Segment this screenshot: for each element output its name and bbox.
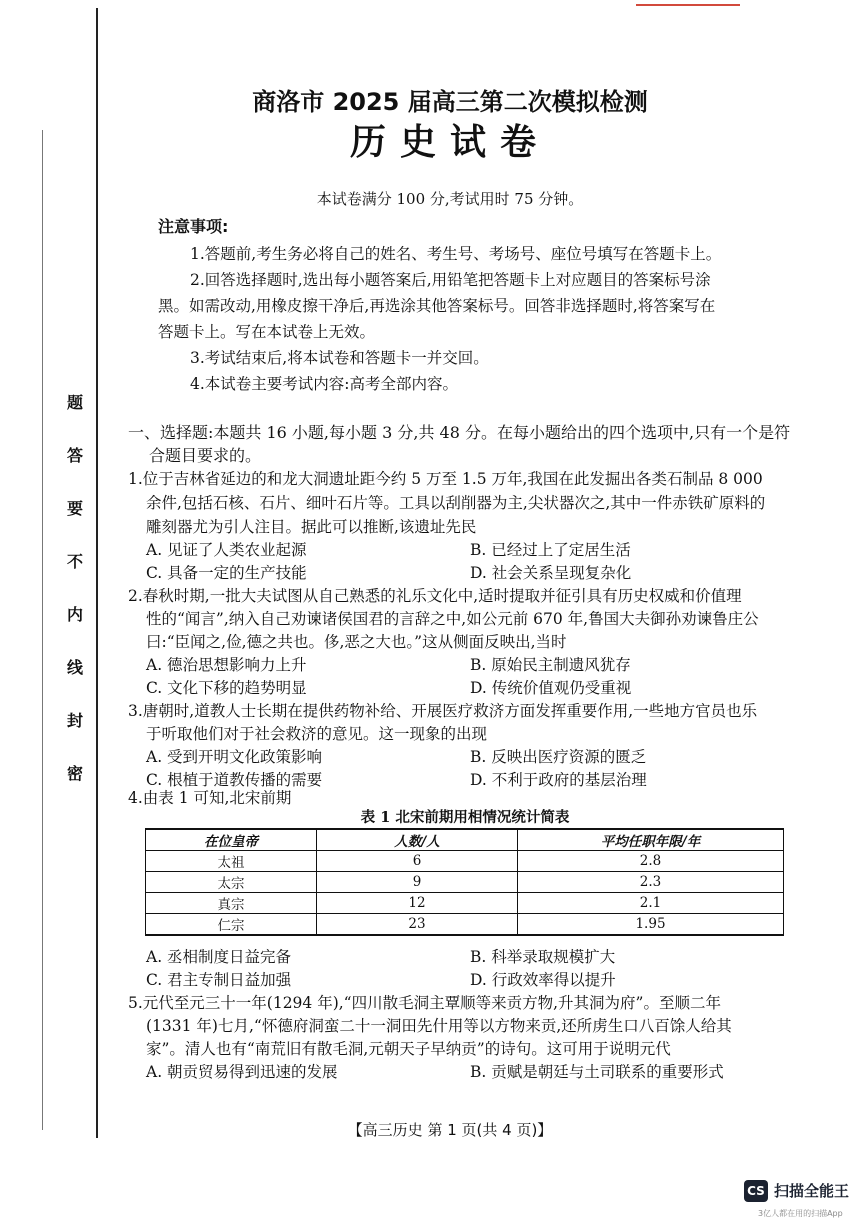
table-header-cell: 人数/人 <box>317 829 518 851</box>
table-header-cell: 在位皇帝 <box>146 829 317 851</box>
camscanner-logo-icon: CS <box>744 1180 768 1202</box>
table-header-row <box>146 829 784 851</box>
section-heading-cont: 合题目要求的。 <box>149 446 262 465</box>
table-cell: 仁宗 <box>146 914 317 936</box>
exam-subject-title: 历史试卷 <box>349 122 550 163</box>
question-3-option-d[interactable]: D. 不利于政府的基层治理 <box>470 771 647 789</box>
question-4-option-c[interactable]: C. 君主专制日益加强 <box>146 971 292 989</box>
question-1-stem: 余件,包括石核、石片、细叶石片等。工具以刮削器为主,尖状器次之,其中一件赤铁矿原料的 <box>146 494 766 512</box>
question-3-option-a[interactable]: A. 受到开明文化政策影响 <box>146 748 323 766</box>
table-cell: 1.95 <box>518 914 784 936</box>
table-cell: 2.3 <box>518 872 784 893</box>
binding-char: 密 <box>66 764 83 783</box>
watermark-tagline: 3亿人都在用的扫描App <box>758 1209 843 1218</box>
table-cell: 6 <box>317 851 518 872</box>
question-5-stem: 家”。清人也有“南荒旧有散毛洞,元朝天子早纳贡”的诗句。这可用于说明元代 <box>146 1040 671 1058</box>
binding-char: 要 <box>66 499 83 518</box>
binding-char: 线 <box>66 658 83 677</box>
section-heading: 一、选择题:本题共 16 小题,每小题 3 分,共 48 分。在每小题给出的四个选项中,只有一个是符 <box>128 423 791 442</box>
question-2-option-a[interactable]: A. 德治思想影响力上升 <box>146 656 307 674</box>
table-cell: 太宗 <box>146 872 317 893</box>
question-1-stem: 雕刻器尤为引人注目。据此可以推断,该遗址先民 <box>146 518 477 536</box>
table-cell: 9 <box>317 872 518 893</box>
table-cell: 2.8 <box>518 851 784 872</box>
prime-minister-stats-table <box>145 828 784 936</box>
binding-warning-text <box>64 395 86 819</box>
table-row <box>146 893 784 914</box>
notice-line: 2.回答选择题时,选出每小题答案后,用铅笔把答题卡上对应题目的答案标号涂 <box>190 271 711 289</box>
binding-char: 封 <box>66 711 83 730</box>
question-4-option-d[interactable]: D. 行政效率得以提升 <box>470 971 616 989</box>
question-3-option-c[interactable]: C. 根植于道教传播的需要 <box>146 771 323 789</box>
question-1-option-c[interactable]: C. 具备一定的生产技能 <box>146 564 307 582</box>
binding-line <box>96 8 98 1138</box>
question-1-stem: 1.位于吉林省延边的和龙大洞遗址距今约 5 万至 1.5 万年,我国在此发掘出各类石制品 8 000 <box>128 470 763 488</box>
table-header-cell: 平均任职年限/年 <box>518 829 784 851</box>
question-1-option-b[interactable]: B. 已经过上了定居生活 <box>470 541 631 559</box>
question-4-option-b[interactable]: B. 科举录取规模扩大 <box>470 948 616 966</box>
scanner-watermark <box>744 1178 862 1222</box>
notice-title: 注意事项: <box>158 217 229 236</box>
watermark-name: 扫描全能王 <box>774 1182 850 1200</box>
table-row <box>146 851 784 872</box>
question-3-option-b[interactable]: B. 反映出医疗资源的匮乏 <box>470 748 647 766</box>
exam-info: 本试卷满分 100 分,考试用时 75 分钟。 <box>316 190 584 208</box>
question-5-stem: 5.元代至元三十一年(1294 年),“四川散毛洞主覃顺等来贡方物,升其洞为府”。至顺二年 <box>128 994 721 1012</box>
table-cell: 真宗 <box>146 893 317 914</box>
binding-char: 答 <box>66 446 83 465</box>
question-5-option-b[interactable]: B. 贡赋是朝廷与土司联系的重要形式 <box>470 1063 724 1081</box>
table-cell: 太祖 <box>146 851 317 872</box>
table-caption: 表 1 北宋前期用相情况统计简表 <box>360 809 570 826</box>
question-1-option-a[interactable]: A. 见证了人类农业起源 <box>146 541 307 559</box>
notice-line: 3.考试结束后,将本试卷和答题卡一并交回。 <box>190 349 489 367</box>
question-2-stem: 性的“闻言”,纳入自己劝谏诸侯国君的言辞之中,如公元前 670 年,鲁国大夫御孙劝谏鲁庄公 <box>146 610 759 628</box>
question-5-option-a[interactable]: A. 朝贡贸易得到迅速的发展 <box>146 1063 338 1081</box>
notice-line: 答题卡上。写在本试卷上无效。 <box>158 323 376 341</box>
question-2-option-d[interactable]: D. 传统价值观仍受重视 <box>470 679 632 697</box>
binding-char: 题 <box>66 393 83 412</box>
question-3-stem: 3.唐朝时,道教人士长期在提供药物补给、开展医疗救济方面发挥重要作用,一些地方官员也乐 <box>128 702 758 720</box>
question-2-option-b[interactable]: B. 原始民主制遗风犹存 <box>470 656 631 674</box>
question-1-option-d[interactable]: D. 社会关系呈现复杂化 <box>470 564 632 582</box>
table-row <box>146 914 784 936</box>
table-cell: 2.1 <box>518 893 784 914</box>
notice-line: 黑。如需改动,用橡皮擦干净后,再选涂其他答案标号。回答非选择题时,将答案写在 <box>158 297 716 315</box>
question-3-stem: 于听取他们对于社会救济的意见。这一现象的出现 <box>146 725 488 743</box>
question-2-stem: 2.春秋时期,一批大夫试图从自己熟悉的礼乐文化中,适时提取并征引具有历史权威和价值理 <box>128 587 742 605</box>
top-red-mark <box>636 4 740 6</box>
notice-line: 1.答题前,考生务必将自己的姓名、考生号、考场号、座位号填写在答题卡上。 <box>190 245 722 263</box>
question-4-stem: 4.由表 1 可知,北宋前期 <box>128 789 292 807</box>
page-footer: 【高三历史 第 1 页(共 4 页)】 <box>347 1121 553 1139</box>
notice-line: 4.本试卷主要考试内容:高考全部内容。 <box>190 375 459 393</box>
table-row <box>146 872 784 893</box>
question-2-option-c[interactable]: C. 文化下移的趋势明显 <box>146 679 307 697</box>
binding-guide-line <box>42 130 43 1130</box>
binding-char: 不 <box>66 552 83 571</box>
question-2-stem: 曰:“臣闻之,俭,德之共也。侈,恶之大也。”这从侧面反映出,当时 <box>146 633 567 651</box>
question-5-stem: (1331 年)七月,“怀德府洞蛮二十一洞田先什用等以方物来贡,还所虏生口八百馀人给其 <box>146 1017 732 1035</box>
question-4-option-a[interactable]: A. 丞相制度日益完备 <box>146 948 292 966</box>
table-cell: 12 <box>317 893 518 914</box>
exam-title: 商洛市 2025 届高三第二次模拟检测 <box>252 88 648 116</box>
table-cell: 23 <box>317 914 518 936</box>
binding-char: 内 <box>66 605 83 624</box>
